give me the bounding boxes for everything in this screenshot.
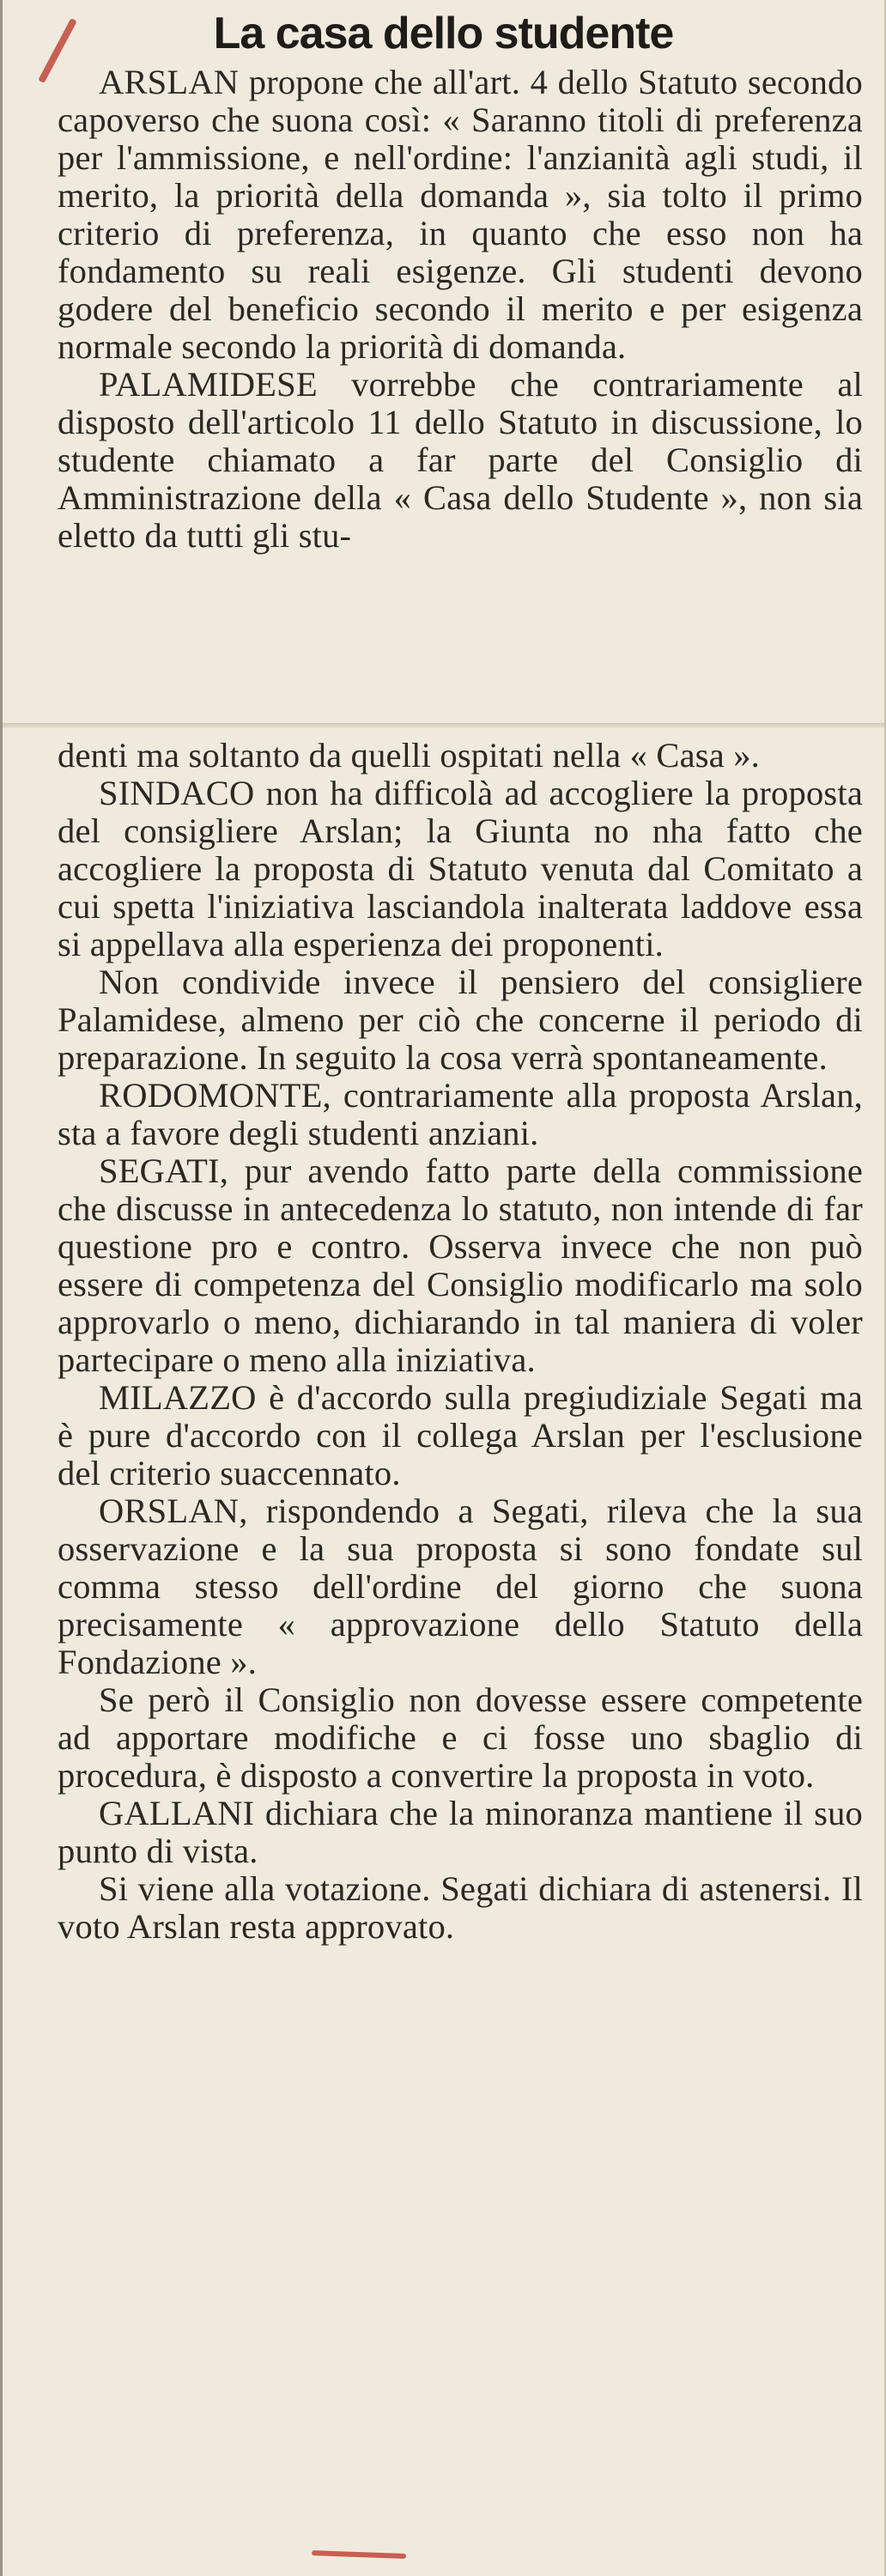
- paragraph-gallani: GALLANI dichiara che la minoranza mantiene il suo punto di vista.: [58, 1794, 863, 1870]
- red-pencil-underline: [312, 2550, 406, 2559]
- article-title: La casa dello studente: [213, 9, 674, 58]
- paragraph-palamidese-reply: Non condivide invece il pensiero del consigliere Palamidese, almeno per ciò che concerne il periodo di preparazione. In seguito la cosa verrà spontaneamente.: [58, 963, 863, 1077]
- paragraph-sindaco: SINDACO non ha difficolà ad accogliere la proposta del consigliere Arslan; la Giunta no nha fatto che accogliere la proposta di Statuto venuta dal Comitato a cui spetta l'iniziativa lasciandola inalterata laddove essa si appellava alla esperienza dei proponenti.: [58, 774, 863, 963]
- article-column-upper: [58, 64, 863, 555]
- paragraph-segati: SEGATI, pur avendo fatto parte della commissione che discusse in antecedenza lo statuto, non intende di far questione pro e contro. Osserva invece che non può essere di competenza del Consiglio modificarlo ma solo approvarlo o meno, dichiarando in tal maniera di voler partecipare o meno alla iniziativa.: [58, 1151, 863, 1379]
- paragraph-rodomonte: RODOMONTE, contrariamente alla proposta Arslan, sta a favore degli studenti anziani.: [58, 1076, 863, 1152]
- paragraph-arslan: ARSLAN propone che all'art. 4 dello Statuto secondo capoverso che suona così: « Saranno titoli di preferenza per l'ammissione, e nell'ordine: l'anzianità agli studi, il merito, la priorità della domanda », sia tolto il primo criterio di preferenza, in quanto che esso non ha fondamento su reali esigenze. Gli studenti devono godere del beneficio secondo il merito e per esigenza normale secondo la priorità di domanda.: [58, 63, 863, 366]
- paragraph-continuation: denti ma soltanto da quelli ospitati nella « Casa ».: [58, 736, 760, 775]
- paragraph-palamidese: PALAMIDESE vorrebbe che contrariamente al disposto dell'articolo 11 dello Statuto in discussione, lo studente chiamato a far parte del Consiglio di Amministrazione della « Casa dello Studente », non sia eletto da tutti gli stu-: [58, 365, 863, 555]
- paste-seam-divider: [3, 723, 884, 728]
- paragraph-milazzo: MILAZZO è d'accordo sulla pregiudiziale Segati ma è pure d'accordo con il collega Arslan per l'esclusione del criterio suaccennato.: [58, 1378, 863, 1492]
- paragraph-vote: Si viene alla votazione. Segati dichiara di astenersi. Il voto Arslan resta approvato.: [58, 1869, 863, 1946]
- article-column-lower: [58, 737, 863, 1946]
- paragraph-procedure: Se però il Consiglio non dovesse essere competente ad apportare modifiche e ci fosse uno sbaglio di procedura, è disposto a convertire la proposta in voto.: [58, 1680, 863, 1795]
- paragraph-orslan: ORSLAN, rispondendo a Segati, rileva che la sua osservazione e la sua proposta si sono fondate sul comma stesso dell'ordine del giorno che suona precisamente « approvazione dello Statuto della Fondazione ».: [58, 1492, 863, 1681]
